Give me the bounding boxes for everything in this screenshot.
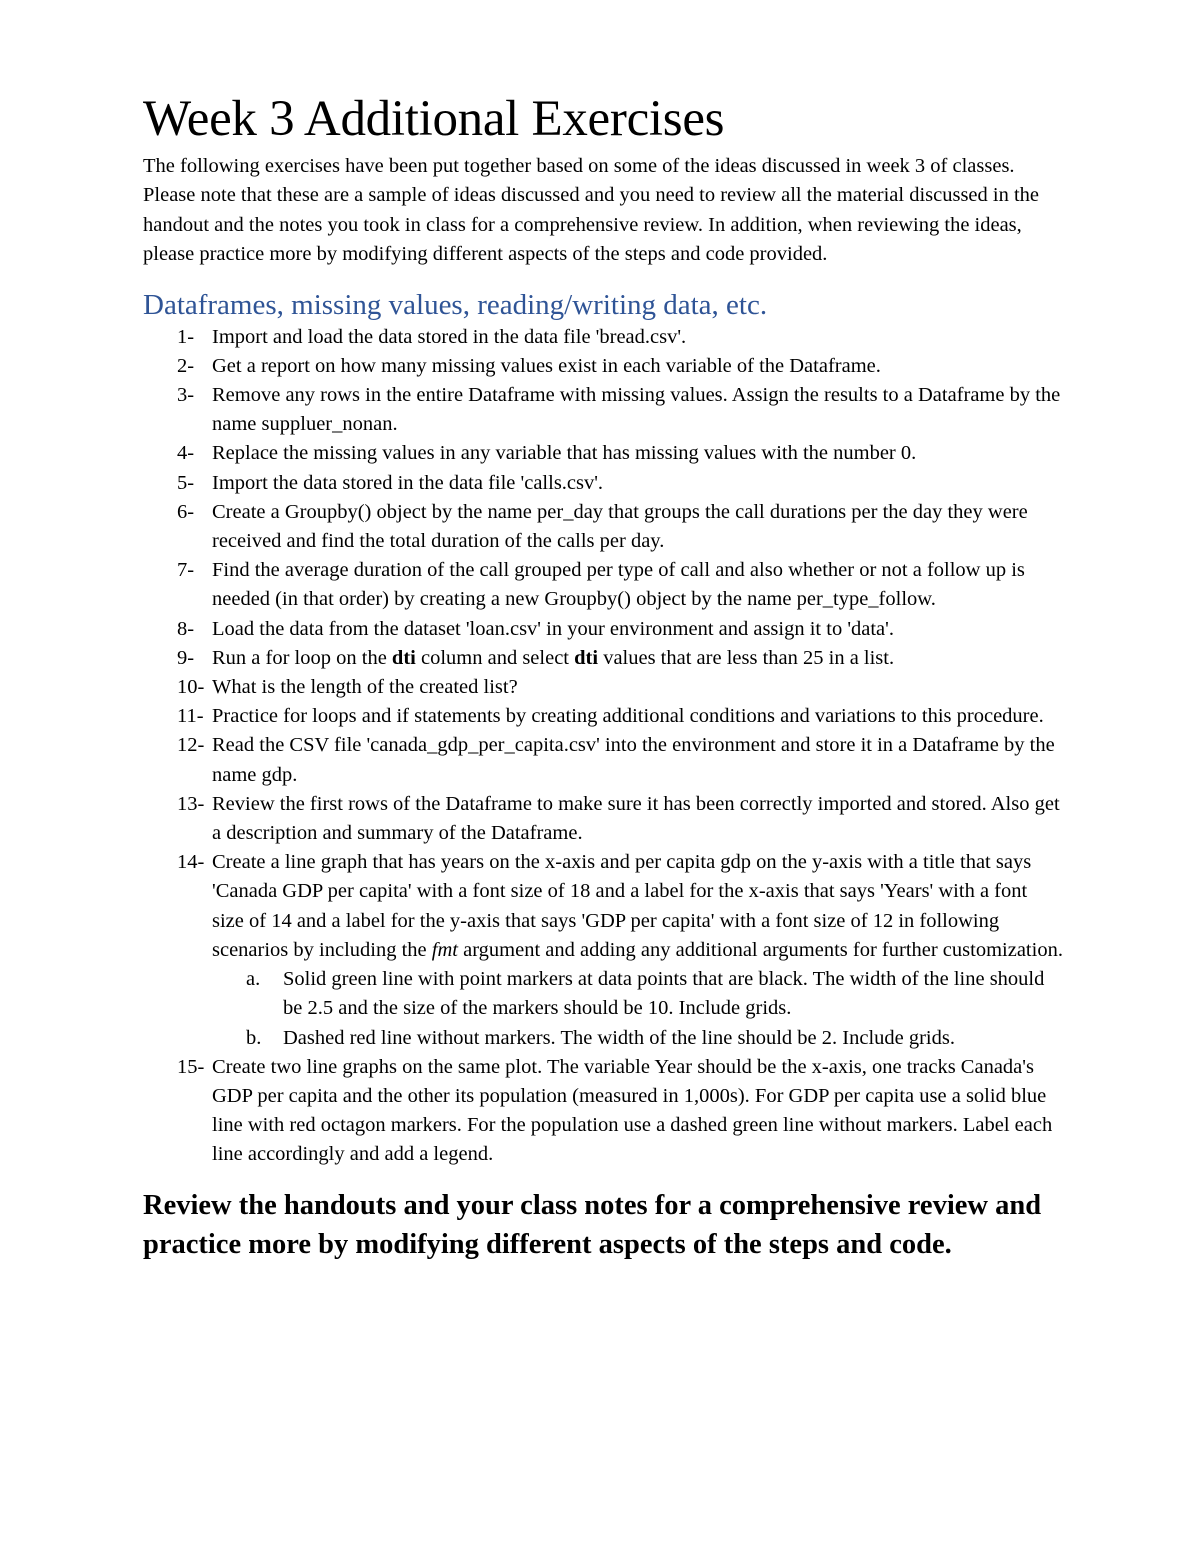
fmt-keyword: fmt <box>431 938 458 961</box>
exercise-text-part: column and select <box>415 646 575 669</box>
exercise-text-part: values that are less than 25 in a list. <box>598 646 895 669</box>
document-page <box>143 86 1063 1264</box>
exercise-item-9 <box>143 644 1063 673</box>
exercise-item-14 <box>143 848 1063 1052</box>
intro-paragraph: The following exercises have been put together based on some of the ideas discussed in week 3 of classes. Please note that these are a sample of ideas discussed and you need to review all the material discussed in the handout and the notes you took in class for a comprehensive review. In addition, when reviewing the ideas, please practice more by modifying different aspects of the steps and code provided. <box>143 155 1040 266</box>
exercise-item-12 <box>143 731 1063 789</box>
exercise-item-8 <box>143 615 1063 644</box>
exercise-number: 5- <box>177 471 195 494</box>
sub-exercise-item-b <box>212 1024 1063 1053</box>
exercise-number: 6- <box>177 500 195 523</box>
exercise-text-part: Run a for loop on the <box>212 646 392 669</box>
exercise-text: Import the data stored in the data file 'calls.csv'. <box>212 471 604 494</box>
exercise-number: 14- <box>177 851 205 874</box>
exercise-item-4 <box>143 439 1063 468</box>
exercise-text: Replace the missing values in any variable that has missing values with the number 0. <box>212 442 917 465</box>
exercise-item-13 <box>143 790 1063 848</box>
exercise-item-10 <box>143 673 1063 702</box>
review-note: Review the handouts and your class notes for a comprehensive review and practice more by modifying different aspects of the steps and code. <box>143 1189 1042 1260</box>
sub-exercise-letter: b. <box>246 1026 262 1049</box>
page-title: Week 3 Additional Exercises <box>143 91 725 147</box>
exercise-number: 15- <box>177 1055 205 1078</box>
column-keyword: dti <box>574 646 599 669</box>
exercise-item-11 <box>143 702 1063 731</box>
exercise-item-6 <box>143 498 1063 556</box>
exercise-number: 4- <box>177 442 195 465</box>
exercise-number: 11- <box>177 705 204 728</box>
exercise-text: Load the data from the dataset 'loan.csv' in your environment and assign it to 'data'. <box>212 617 894 640</box>
exercise-number: 7- <box>177 559 195 582</box>
sub-exercise-text: Solid green line with point markers at data points that are black. The width of the line should be 2.5 and the size of the markers should be 10. Include grids. <box>283 968 1045 1020</box>
exercise-text-part: argument and adding any additional arguments for further customization. <box>457 938 1063 961</box>
exercise-text: Review the first rows of the Dataframe to make sure it has been correctly imported and stored. Also get a description and summary of the Dataframe. <box>212 792 1060 845</box>
exercise-text: Find the average duration of the call grouped per type of call and also whether or not a follow up is needed (in that order) by creating a new Groupby() object by the name per_type_follow. <box>212 559 1025 611</box>
exercise-number: 12- <box>177 734 205 757</box>
sub-exercise-list <box>212 965 1063 1053</box>
sub-exercise-letter: a. <box>246 968 261 991</box>
section-heading: Dataframes, missing values, reading/writing data, etc. <box>143 288 768 321</box>
exercise-item-2 <box>143 352 1063 381</box>
exercise-number: 2- <box>177 354 195 377</box>
exercise-text: Get a report on how many missing values exist in each variable of the Dataframe. <box>212 354 881 377</box>
exercise-number: 8- <box>177 617 195 640</box>
exercise-item-1 <box>143 323 1063 352</box>
exercise-list <box>143 323 1063 1170</box>
exercise-item-15 <box>143 1053 1063 1170</box>
exercise-item-5 <box>143 469 1063 498</box>
exercise-text: Remove any rows in the entire Dataframe with missing values. Assign the results to a Dataframe by the name suppluer_nonan. <box>212 384 1061 436</box>
sub-exercise-item-a <box>212 965 1063 1023</box>
column-keyword: dti <box>391 646 416 669</box>
exercise-text: Create a Groupby() object by the name per_day that groups the call durations per the day they were received and find the total duration of the calls per day. <box>212 500 1028 553</box>
exercise-number: 10- <box>177 676 205 699</box>
exercise-item-3 <box>143 381 1063 439</box>
exercise-text: What is the length of the created list? <box>212 676 518 699</box>
exercise-text-part: Create a line graph that has years on the x-axis and per capita gdp on the y-axis with a title that says 'Canada GDP per capita' with a font size of 18 and a label for the x-axis that says 'Years' with a font size of 14 and a label for the y-axis that says 'GDP per capita' with a font size of 12 in following scenarios by including the <box>212 851 1032 961</box>
exercise-text: Practice for loops and if statements by creating additional conditions and variations to this procedure. <box>212 705 1044 728</box>
exercise-text: Create two line graphs on the same plot. The variable Year should be the x-axis, one tracks Canada's GDP per capita and the other its population (measured in 1,000s). For GDP per capita use a solid blue line with red octagon markers. For the population use a dashed green line without markers. Label each line accordingly and add a legend. <box>212 1055 1053 1166</box>
exercise-number: 9- <box>177 646 195 669</box>
exercise-item-7 <box>143 556 1063 614</box>
exercise-text: Read the CSV file 'canada_gdp_per_capita.csv' into the environment and store it in a Dataframe by the name gdp. <box>212 734 1055 786</box>
exercise-number: 1- <box>177 325 195 348</box>
exercise-number: 3- <box>177 384 195 407</box>
sub-exercise-text: Dashed red line without markers. The width of the line should be 2. Include grids. <box>283 1026 955 1049</box>
exercise-number: 13- <box>177 792 205 815</box>
exercise-text: Import and load the data stored in the data file 'bread.csv'. <box>212 325 687 348</box>
